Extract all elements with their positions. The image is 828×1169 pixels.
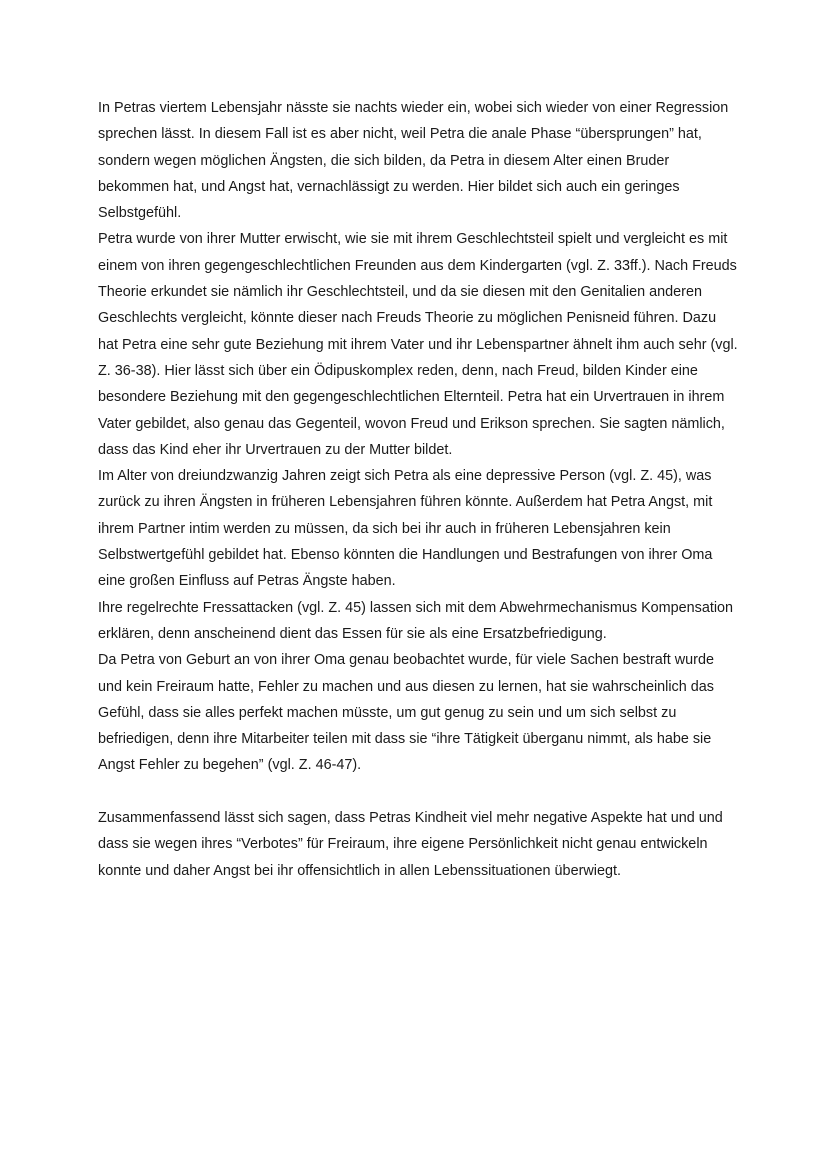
paragraph-perfectionism: Da Petra von Geburt an von ihrer Oma genau beobachtet wurde, für viele Sachen bestraft wurde und kein Freiraum hatte, Fehler zu machen und aus diesen zu lernen, hat sie wahrscheinlich das Gefühl, dass sie alles perfekt machen müsste, um gut genug zu sein und um sich selbst zu befriedigen, denn ihre Mitarbeiter teilen mit dass sie “ihre Tätigkeit überganu nimmt, als habe sie Angst Fehler zu begehen” (vgl. Z. 46-47). xyxy=(98,652,714,774)
paragraph-oedipus: Petra wurde von ihrer Mutter erwischt, wie sie mit ihrem Geschlechtsteil spielt und vergleicht es mit einem von ihren gegengeschlechtlichen Freunden aus dem Kindergarten (vgl. Z. 33ff.). Nach Freuds Theorie erkundet sie nämlich ihr Geschlechtsteil, und da sie diesen mit den Genitalien anderen Geschlechts vergleicht, könnte dieser nach Freuds Theorie zu möglichen Penisneid führen. Dazu hat Petra eine sehr gute Beziehung mit ihrem Vater und ihr Lebenspartner ähnelt ihm auch sehr (vgl. Z. 36-38). Hier lässt sich über ein Ödipuskomplex reden, denn, nach Freud, bilden Kinder eine besondere Beziehung mit den gegengeschlechtlichen Elternteil. Petra hat ein Urvertrauen in ihrem Vater gebildet, also genau das Gegenteil, wovon Freud und Erikson sprechen. Sie sagten nämlich, dass das Kind eher ihr Urvertrauen zu der Mutter bildet. xyxy=(98,231,738,458)
document-body xyxy=(98,95,738,884)
paragraph-depression: Im Alter von dreiundzwanzig Jahren zeigt sich Petra als eine depressive Person (vgl. Z. 45), was zurück zu ihren Ängsten in früheren Lebensjahren führen könnte. Außerdem hat Petra Angst, mit ihrem Partner intim werden zu müssen, da sich bei ihr auch in früheren Lebensjahren kein Selbstwertgefühl gebildet hat. Ebenso könnten die Handlungen und Bestrafungen von ihrer Oma eine großen Einfluss auf Petras Ängste haben. xyxy=(98,468,713,590)
paragraph-regression: In Petras viertem Lebensjahr nässte sie nachts wieder ein, wobei sich wieder von einer Regression sprechen lässt. In diesem Fall ist es aber nicht, weil Petra die anale Phase “übersprungen” hat, sondern wegen möglichen Ängsten, die sich bilden, da Petra in diesem Alter einen Bruder bekommen hat, und Angst hat, vernachlässigt zu werden. Hier bildet sich auch ein geringes Selbstgefühl. xyxy=(98,100,729,222)
paragraph-conclusion: Zusammenfassend lässt sich sagen, dass Petras Kindheit viel mehr negative Aspekte hat und und dass sie wegen ihres “Verbotes” für Freiraum, ihre eigene Persönlichkeit nicht genau entwickeln konnte und daher Angst bei ihr offensichtlich in allen Lebenssituationen überwiegt. xyxy=(98,810,723,879)
paragraph-compensation: Ihre regelrechte Fressattacken (vgl. Z. 45) lassen sich mit dem Abwehrmechanismus Kompensation erklären, denn anscheinend dient das Essen für sie als eine Ersatzbefriedigung. xyxy=(98,599,734,642)
